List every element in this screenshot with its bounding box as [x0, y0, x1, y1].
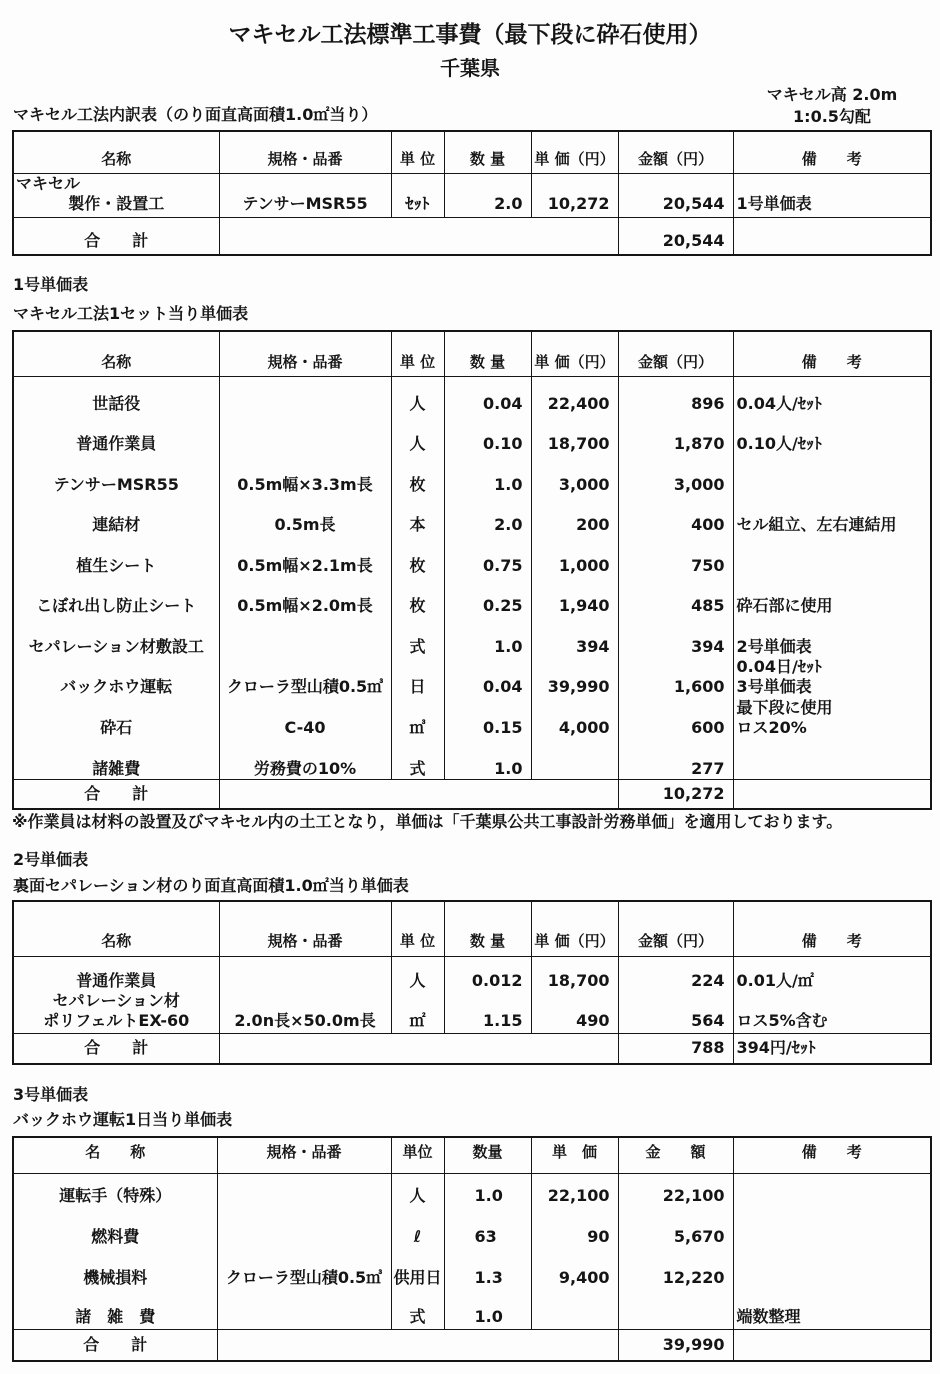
total-label: 合 計 — [13, 1329, 217, 1361]
item-remarks: ロス5%含む — [733, 991, 931, 1034]
item-remarks — [733, 1206, 931, 1247]
item-amount: 224 — [618, 956, 733, 991]
item-name-line: 製作・設置工 — [68, 193, 165, 213]
unit-price-3-caption: バックホウ運転1日当り単価表 — [13, 1110, 233, 1129]
item-name: 運転手（特殊） — [13, 1173, 217, 1206]
total-label: 合 計 — [13, 1034, 219, 1064]
table-row — [13, 991, 931, 1034]
col-header-amount: 金額（円） — [618, 901, 733, 956]
slope-label: 1:0.5勾配 — [793, 107, 871, 126]
unit-price-3-label: 3号単価表 — [13, 1085, 89, 1104]
col-header-unit-price: 単 価（円） — [531, 901, 618, 956]
table-row — [13, 738, 931, 779]
item-unit-price: 18,700 — [531, 414, 618, 454]
document-title: マキセル工法標準工事費（最下段に砕石使用） — [228, 22, 712, 48]
table-header-row — [13, 1137, 931, 1173]
item-name-line: マキセル — [16, 173, 81, 193]
col-header-amount: 金 額 — [618, 1137, 733, 1173]
unit-price-2-label: 2号単価表 — [13, 850, 89, 869]
item-remarks-line: 3号単価表 — [736, 677, 812, 696]
item-unit-price: 4,000 — [531, 697, 618, 738]
item-name: 普通作業員 — [13, 414, 219, 454]
item-quantity: 1.0 — [444, 616, 531, 657]
item-spec: 0.5m長 — [219, 495, 391, 535]
wall-height-label: マキセル高 2.0m — [766, 85, 898, 104]
item-remarks — [733, 738, 931, 779]
item-remarks — [733, 535, 931, 576]
item-unit-price: 22,400 — [531, 376, 618, 414]
col-header-unit: 単位 — [391, 1137, 444, 1173]
table-row — [13, 657, 931, 697]
item-quantity: 1.15 — [444, 991, 531, 1034]
item-name: 連結材 — [13, 495, 219, 535]
item-remarks — [733, 1247, 931, 1288]
item-remarks: 1号単価表 — [733, 173, 931, 217]
table-row — [13, 697, 931, 738]
item-name-line: ポリフェルトEX-60 — [43, 1011, 190, 1030]
item-amount: 5,670 — [618, 1206, 733, 1247]
item-unit: ℓ — [391, 1206, 444, 1247]
item-spec — [217, 1173, 391, 1206]
item-amount: 400 — [618, 495, 733, 535]
item-amount: 750 — [618, 535, 733, 576]
unit-price-1-label: 1号単価表 — [13, 275, 89, 294]
item-remarks — [733, 454, 931, 495]
item-quantity: 1.0 — [444, 1173, 531, 1206]
item-remarks — [733, 697, 931, 738]
table-row — [13, 414, 931, 454]
item-remarks: 0.04人/ｾｯﾄ — [733, 376, 931, 414]
item-unit: ㎥ — [391, 697, 444, 738]
item-spec: 0.5m幅×3.3m長 — [219, 454, 391, 495]
item-unit-price: 490 — [531, 991, 618, 1034]
table-row — [13, 535, 931, 576]
col-header-unit-price: 単 価（円） — [531, 331, 618, 376]
total-merged-cell — [219, 217, 618, 255]
unit-price-2-table — [12, 900, 932, 1065]
item-name: 燃料費 — [13, 1206, 217, 1247]
total-amount: 39,990 — [618, 1329, 733, 1361]
unit-price-1-caption: マキセル工法1セット当り単価表 — [13, 304, 249, 323]
item-quantity: 0.04 — [444, 376, 531, 414]
item-unit: 日 — [391, 657, 444, 697]
item-unit-price: 9,400 — [531, 1247, 618, 1288]
item-unit-price: 22,100 — [531, 1173, 618, 1206]
total-row — [13, 1034, 931, 1064]
total-remarks — [733, 217, 931, 255]
item-spec — [217, 1288, 391, 1329]
col-header-quantity: 数量 — [444, 1137, 531, 1173]
item-amount — [618, 1288, 733, 1329]
unit-price-1-table — [12, 330, 932, 810]
item-spec: 0.5m幅×2.1m長 — [219, 535, 391, 576]
item-remarks: 2号単価表 — [733, 616, 931, 657]
item-name: テンサーMSR55 — [13, 454, 219, 495]
table-row — [13, 956, 931, 991]
col-header-amount: 金額（円） — [618, 331, 733, 376]
item-amount: 896 — [618, 376, 733, 414]
total-row — [13, 779, 931, 809]
item-quantity: 0.10 — [444, 414, 531, 454]
item-name — [13, 173, 219, 217]
item-amount: 12,220 — [618, 1247, 733, 1288]
item-name: こぼれ出し防止シート — [13, 576, 219, 616]
item-remarks: 0.01人/㎡ — [733, 956, 931, 991]
item-remarks — [733, 657, 931, 697]
item-amount: 564 — [618, 991, 733, 1034]
item-spec: テンサーMSR55 — [219, 173, 391, 217]
item-spec: クローラ型山積0.5㎥ — [219, 657, 391, 697]
item-unit-price: 1,000 — [531, 535, 618, 576]
col-header-unit: 単 位 — [391, 901, 444, 956]
total-merged-cell — [219, 1034, 618, 1064]
item-quantity: 0.15 — [444, 697, 531, 738]
item-amount: 1,600 — [618, 657, 733, 697]
col-header-remarks: 備 考 — [733, 1137, 931, 1173]
total-row — [13, 1329, 931, 1361]
col-header-spec: 規格・品番 — [219, 131, 391, 173]
item-name: 諸 雑 費 — [13, 1288, 217, 1329]
col-header-quantity: 数 量 — [444, 331, 531, 376]
unit-price-3-table — [12, 1136, 932, 1362]
table-row — [13, 376, 931, 414]
item-unit: 枚 — [391, 454, 444, 495]
col-header-quantity: 数 量 — [444, 901, 531, 956]
total-amount: 788 — [618, 1034, 733, 1064]
table-header-row — [13, 131, 931, 173]
breakdown-caption: マキセル工法内訳表（のり面直高面積1.0㎡当り） — [13, 105, 378, 124]
item-unit-price: 39,990 — [531, 657, 618, 697]
item-unit: 枚 — [391, 535, 444, 576]
item-name: 植生シート — [13, 535, 219, 576]
item-unit: 人 — [391, 1173, 444, 1206]
item-remarks-line: ロス20% — [736, 718, 807, 737]
item-quantity: 2.0 — [444, 173, 531, 217]
item-unit: 枚 — [391, 576, 444, 616]
unit-price-2-caption: 裏面セパレーション材のり面直高面積1.0㎡当り単価表 — [13, 876, 409, 895]
total-remarks — [733, 779, 931, 809]
total-merged-cell — [217, 1329, 618, 1361]
item-remarks: セル組立、左右連結用 — [733, 495, 931, 535]
table-row — [13, 173, 931, 217]
item-name: 機械損料 — [13, 1247, 217, 1288]
item-remarks-line: 最下段に使用 — [736, 698, 833, 717]
total-label: 合 計 — [13, 779, 219, 809]
table-row — [13, 576, 931, 616]
item-unit-price: 1,940 — [531, 576, 618, 616]
col-header-name: 名称 — [13, 131, 219, 173]
item-amount: 20,544 — [618, 173, 733, 217]
item-unit-price: 3,000 — [531, 454, 618, 495]
total-row — [13, 217, 931, 255]
col-header-unit: 単 位 — [391, 131, 444, 173]
item-name: セパレーション材敷設工 — [13, 616, 219, 657]
table-row — [13, 1173, 931, 1206]
col-header-remarks: 備 考 — [733, 131, 931, 173]
breakdown-table — [12, 130, 932, 256]
total-amount: 10,272 — [618, 779, 733, 809]
table-row — [13, 495, 931, 535]
item-unit: 式 — [391, 616, 444, 657]
total-remarks — [733, 1329, 931, 1361]
table-row — [13, 1206, 931, 1247]
col-header-unit-price: 単 価（円） — [531, 131, 618, 173]
item-quantity: 63 — [444, 1206, 531, 1247]
item-amount: 600 — [618, 697, 733, 738]
item-unit: 人 — [391, 956, 444, 991]
col-header-amount: 金額（円） — [618, 131, 733, 173]
total-amount: 20,544 — [618, 217, 733, 255]
table-row — [13, 454, 931, 495]
total-remarks: 394円/ｾｯﾄ — [733, 1034, 931, 1064]
item-spec: 労務費の10% — [219, 738, 391, 779]
col-header-name: 名称 — [13, 901, 219, 956]
item-quantity: 1.0 — [444, 1288, 531, 1329]
item-quantity: 1.0 — [444, 738, 531, 779]
item-spec: 0.5m幅×2.0m長 — [219, 576, 391, 616]
total-label: 合 計 — [13, 217, 219, 255]
table-header-row — [13, 331, 931, 376]
table-header-row — [13, 901, 931, 956]
item-unit-price: 90 — [531, 1206, 618, 1247]
col-header-remarks: 備 考 — [733, 331, 931, 376]
item-unit-price — [531, 1288, 618, 1329]
item-spec: クローラ型山積0.5㎥ — [217, 1247, 391, 1288]
item-amount: 3,000 — [618, 454, 733, 495]
table-row — [13, 1247, 931, 1288]
item-amount: 1,870 — [618, 414, 733, 454]
total-merged-cell — [219, 779, 618, 809]
item-spec — [219, 616, 391, 657]
col-header-spec: 規格・品番 — [217, 1137, 391, 1173]
item-amount: 277 — [618, 738, 733, 779]
item-unit-price: 18,700 — [531, 956, 618, 991]
item-spec: 2.0n長×50.0m長 — [219, 991, 391, 1034]
col-header-unit: 単 位 — [391, 331, 444, 376]
item-amount: 394 — [618, 616, 733, 657]
item-spec — [219, 376, 391, 414]
item-amount: 485 — [618, 576, 733, 616]
item-unit: 供用日 — [391, 1247, 444, 1288]
item-quantity: 1.0 — [444, 454, 531, 495]
col-header-name: 名称 — [13, 331, 219, 376]
item-unit: 人 — [391, 376, 444, 414]
item-name: 普通作業員 — [13, 956, 219, 991]
item-unit-price — [531, 738, 618, 779]
col-header-name: 名 称 — [13, 1137, 217, 1173]
item-quantity: 2.0 — [444, 495, 531, 535]
item-unit: 式 — [391, 738, 444, 779]
col-header-unit-price: 単 価 — [531, 1137, 618, 1173]
item-quantity: 0.25 — [444, 576, 531, 616]
item-remarks — [733, 1173, 931, 1206]
prefecture-label: 千葉県 — [440, 56, 500, 80]
table-row — [13, 616, 931, 657]
item-remarks: 砕石部に使用 — [733, 576, 931, 616]
col-header-spec: 規格・品番 — [219, 901, 391, 956]
item-spec — [217, 1206, 391, 1247]
table-row — [13, 1288, 931, 1329]
item-quantity: 0.012 — [444, 956, 531, 991]
item-unit: 式 — [391, 1288, 444, 1329]
col-header-quantity: 数 量 — [444, 131, 531, 173]
item-name: バックホウ運転 — [13, 657, 219, 697]
item-unit: 本 — [391, 495, 444, 535]
item-quantity: 0.75 — [444, 535, 531, 576]
item-spec — [219, 956, 391, 991]
item-unit-price: 10,272 — [531, 173, 618, 217]
item-remarks-line: 0.04日/ｾｯﾄ — [736, 657, 822, 676]
item-name — [13, 991, 219, 1034]
item-spec — [219, 414, 391, 454]
item-amount: 22,100 — [618, 1173, 733, 1206]
item-quantity: 1.3 — [444, 1247, 531, 1288]
item-quantity: 0.04 — [444, 657, 531, 697]
item-name: 世話役 — [13, 376, 219, 414]
item-unit: ㎡ — [391, 991, 444, 1034]
item-unit-price: 200 — [531, 495, 618, 535]
col-header-remarks: 備 考 — [733, 901, 931, 956]
footnote: ※作業員は材料の設置及びマキセル内の土工となり，単価は「千葉県公共工事設計労務単価」を適用しております。 — [12, 812, 843, 831]
item-unit-price: 394 — [531, 616, 618, 657]
item-remarks: 端数整理 — [733, 1288, 931, 1329]
col-header-spec: 規格・品番 — [219, 331, 391, 376]
item-spec: C-40 — [219, 697, 391, 738]
item-name-line: セパレーション材 — [52, 991, 180, 1010]
item-name: 諸雑費 — [13, 738, 219, 779]
item-remarks: 0.10人/ｾｯﾄ — [733, 414, 931, 454]
item-name: 砕石 — [13, 697, 219, 738]
item-unit: 人 — [391, 414, 444, 454]
item-unit: ｾｯﾄ — [391, 173, 444, 217]
